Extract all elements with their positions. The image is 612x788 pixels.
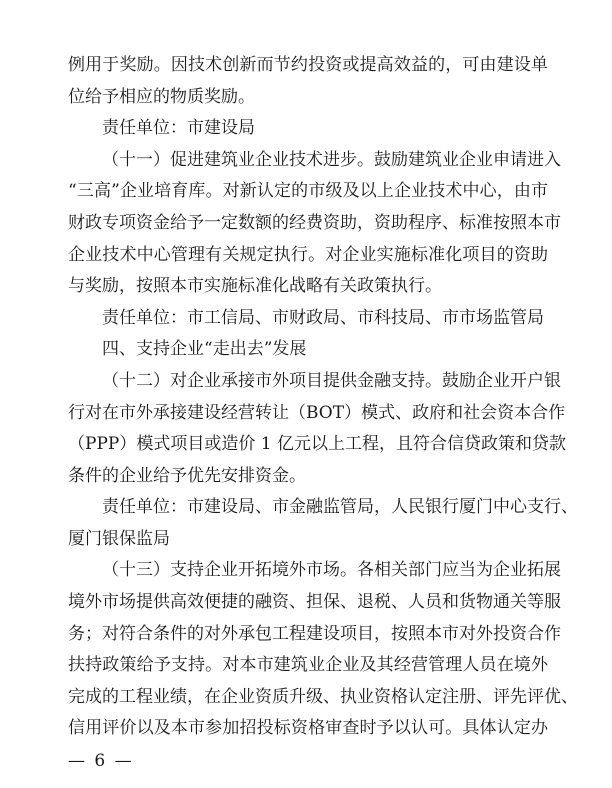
chapter-heading: 四、支持企业“走出去”发展 — [102, 339, 307, 359]
body-line: 扶持政策给予支持。对本市建筑业企业及其经营管理人员在境外 — [68, 655, 548, 675]
responsible-unit-line: 责任单位：市建设局 — [102, 118, 255, 138]
body-line: 境外市场提供高效便捷的融资、担保、退税、人员和货物通关等服 — [68, 592, 561, 612]
body-line: 企业技术中心管理有关规定执行。对企业实施标准化项目的资助 — [68, 245, 548, 265]
responsible-unit-line: 责任单位：市工信局、市财政局、市科技局、市市场监管局 — [102, 308, 544, 328]
body-line: 厦门银保监局 — [68, 529, 170, 549]
section-heading-line: （十三）支持企业开拓境外市场。各相关部门应当为企业拓展 — [102, 560, 561, 580]
body-line: 例用于奖励。因技术创新而节约投资或提高效益的，可由建设单 — [68, 55, 548, 75]
body-line: “三高”企业培育库。对新认定的市级及以上企业技术中心，由市 — [68, 181, 548, 201]
body-line: 信用评价以及本市参加招投标资格审查时予以认可。具体认定办 — [68, 718, 548, 738]
body-line: 与奖励，按照本市实施标准化战略有关政策执行。 — [68, 276, 442, 296]
responsible-unit-line: 责任单位：市建设局、市金融监管局，人民银行厦门中心支行、 — [102, 497, 578, 517]
body-line: 位给予相应的物质奖励。 — [68, 87, 255, 107]
section-heading-line: （十二）对企业承接市外项目提供金融支持。鼓励企业开户银 — [102, 371, 561, 391]
body-line: 行对在市外承接建设经营转让（BOT）模式、政府和社会资本合作 — [68, 403, 566, 423]
body-line: 务；对符合条件的对外承包工程建设项目，按照本市对外投资合作 — [68, 624, 561, 644]
body-line: （PPP）模式项目或造价 1 亿元以上工程，且符合信贷政策和贷款 — [68, 434, 566, 454]
body-line: 财政专项资金给予一定数额的经费资助，资助程序、标准按照本市 — [68, 213, 561, 233]
section-heading-line: （十一）促进建筑业企业技术进步。鼓励建筑业企业申请进入 — [102, 150, 561, 170]
body-line: 完成的工程业绩，在企业资质升级、执业资格认定注册、评先评优、 — [68, 687, 578, 707]
body-line: 条件的企业给予优先安排资金。 — [68, 466, 306, 486]
page-number: — 6 — — [68, 751, 134, 771]
